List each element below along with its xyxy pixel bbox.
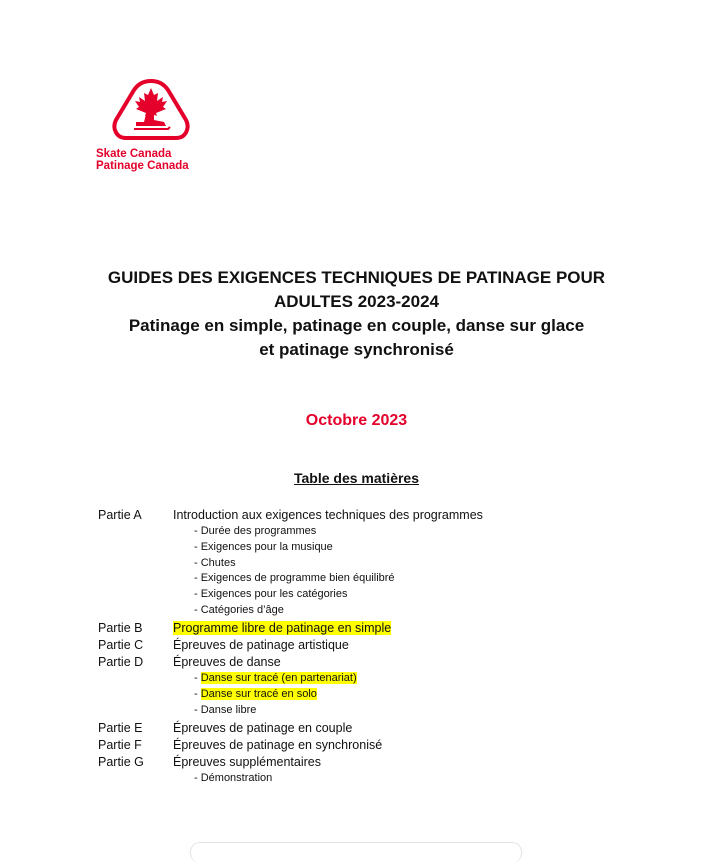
part-title: Épreuves de patinage en couple — [173, 721, 353, 735]
document-title — [0, 266, 713, 362]
toc-part-g[interactable] — [0, 755, 713, 771]
subitem-wrapper — [194, 688, 317, 700]
subitem-label: - Exigences pour les catégories — [194, 588, 348, 600]
title-line-2: ADULTES 2023-2024 — [273, 292, 440, 311]
toc-part-e[interactable] — [0, 721, 713, 737]
subitem-label: - Exigences pour la musique — [194, 541, 333, 553]
subitem-label: - Démonstration — [194, 772, 273, 784]
toc-subitem[interactable] — [0, 672, 713, 688]
subitem-label: - Catégories d’âge — [194, 604, 284, 616]
part-title: Épreuves supplémentaires — [173, 755, 321, 769]
subitem-label: - Danse libre — [194, 704, 257, 716]
toc-subitem[interactable] — [0, 772, 713, 788]
toc-subitem[interactable] — [0, 572, 713, 588]
document-date: Octobre 2023 — [305, 412, 408, 429]
title-line-3: Patinage en simple, patinage en couple, danse sur glace — [128, 316, 585, 335]
toc-subitem[interactable] — [0, 525, 713, 541]
skate-canada-logo-icon — [106, 78, 196, 142]
toc-part-f[interactable] — [0, 738, 713, 754]
toc-subitem[interactable] — [0, 557, 713, 573]
toc-part-b[interactable] — [0, 621, 713, 637]
part-label: Partie B — [98, 621, 143, 635]
toc-subitem[interactable] — [0, 704, 713, 720]
toc-subitem[interactable] — [0, 541, 713, 557]
part-title-highlighted: Programme libre de patinage en simple — [173, 621, 392, 635]
toc-subitem[interactable] — [0, 604, 713, 620]
subitem-prefix: - — [194, 672, 201, 684]
part-title: Épreuves de patinage en synchronisé — [173, 738, 383, 752]
part-label: Partie D — [98, 655, 144, 669]
part-label: Partie F — [98, 738, 142, 752]
logo-text-en: Skate Canada — [96, 148, 172, 160]
subitem-wrapper — [194, 672, 357, 684]
toc-heading-text: Table des matières — [293, 470, 420, 486]
part-title: Épreuves de danse — [173, 655, 281, 669]
title-line-4: et patinage synchronisé — [259, 340, 454, 359]
subitem-label: - Chutes — [194, 557, 236, 569]
part-title: Épreuves de patinage artistique — [173, 638, 349, 652]
part-title: Introduction aux exigences techniques des programmes — [173, 508, 483, 522]
part-label: Partie A — [98, 508, 142, 522]
subitem-label: - Exigences de programme bien équilibré — [194, 572, 395, 584]
toc-part-a[interactable] — [0, 508, 713, 524]
subitem-label-highlighted: Danse sur tracé en solo — [200, 688, 317, 700]
part-label: Partie C — [98, 638, 144, 652]
title-line-1: GUIDES DES EXIGENCES TECHNIQUES DE PATINAGE POUR — [107, 268, 606, 287]
toc-part-d[interactable] — [0, 655, 713, 671]
skate-canada-logo — [96, 78, 206, 178]
page-edge-divider — [190, 842, 522, 863]
subitem-label: - Durée des programmes — [194, 525, 317, 537]
part-label: Partie G — [98, 755, 144, 769]
toc-subitem[interactable] — [0, 588, 713, 604]
toc-heading — [0, 470, 713, 486]
subitem-label-highlighted: Danse sur tracé (en partenariat) — [200, 672, 357, 684]
logo-text-fr: Patinage Canada — [96, 160, 189, 172]
subitem-prefix: - — [194, 688, 201, 700]
toc-subitem[interactable] — [0, 688, 713, 704]
toc-part-c[interactable] — [0, 638, 713, 654]
part-label: Partie E — [98, 721, 143, 735]
